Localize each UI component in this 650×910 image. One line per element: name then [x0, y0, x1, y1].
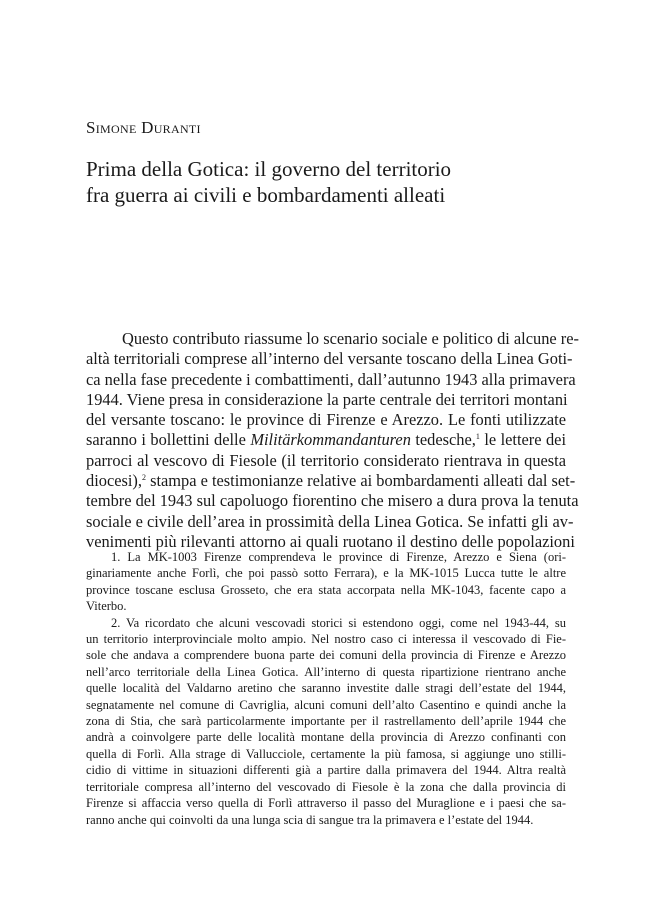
footnote-line: quella di Forlì. Alla strage di Vallucciole, certamente la più famosa, si aggiunge uno stilli- — [86, 746, 566, 761]
body-line: ca nella fase precedente i combattimenti, dall’autunno 1943 alla primavera — [86, 369, 576, 389]
footnote-line: un territorio interprovinciale molto ampio. Nel nostro caso ci interessa il vescovado di Fie- — [86, 632, 566, 647]
footnote-line: province toscane esclusa Grosseto, che era stata accorpata nella MK-1043, facente capo a — [86, 582, 566, 597]
footnote-line: andrà a coinvolgere parte delle località montane della provincia di Arezzo confinanti con — [86, 730, 566, 745]
body-paragraph — [86, 329, 579, 552]
footnotes — [86, 549, 566, 828]
footnote-line: 1. La MK-1003 Firenze comprendeva le province di Firenze, Arezzo e Siena (ori- — [111, 550, 566, 564]
body-line: parroci al vescovo di Fiesole (il territorio considerato rientrava in questa — [86, 450, 566, 470]
author-name: Simone Duranti — [86, 118, 201, 137]
body-line: sociale e civile dell’area in prossimità della Linea Gotica. Se infatti gli av- — [86, 511, 574, 531]
footnote-line: segnatamente nel comune di Cavriglia, alcuni comuni dell’alto Casentino e quindi anche la — [86, 697, 566, 712]
emphasized-term: Militärkommandanturen — [250, 430, 411, 450]
footnote-line: ginariamente anche Forlì, che poi passò sotto Ferrara), e la MK-1015 Lucca tutte le altre — [86, 566, 566, 581]
chapter-title-line: Prima della Gotica: il governo del territorio — [86, 157, 452, 181]
chapter-title-line: fra guerra ai civili e bombardamenti alleati — [86, 183, 446, 207]
footnote-ref-2[interactable]: 2 — [141, 473, 146, 483]
body-text-segment: diocesi), — [86, 471, 142, 491]
footnote-line: 2. Va ricordato che alcuni vescovadi storici si estendono oggi, come nel 1943-44, su — [111, 615, 566, 630]
footnote-ref-1[interactable]: 1 — [475, 432, 480, 442]
body-line: Questo contributo riassume lo scenario sociale e politico di alcune re- — [122, 329, 579, 348]
body-line: venimenti più rilevanti attorno ai quali ruotano il destino delle popolazioni — [86, 531, 575, 551]
footnote-line: quelle località del Valdarno aretino che saranno investite dalle stragi dell’estate del 1944, — [86, 681, 566, 696]
footnote-line: sole che andava a comprendere buona parte dei comuni della provincia di Firenze e Arezzo — [86, 648, 566, 663]
chapter-title — [86, 156, 566, 208]
footnote-line: Viterbo. — [86, 599, 127, 614]
body-text-segment: saranno i bollettini delle — [86, 430, 251, 450]
body-text-segment: le lettere dei — [479, 430, 566, 450]
body-line: 1944. Viene presa in considerazione la parte centrale dei territori montani — [86, 389, 568, 409]
body-line — [86, 430, 566, 450]
body-text-segment: stampa e testimonianze relative ai bombardamenti alleati dal set- — [145, 471, 576, 491]
body-line: altà territoriali comprese all’interno del versante toscano della Linea Goti- — [86, 349, 573, 369]
footnote-line: zona di Stia, che sarà particolarmente importante per il rastrellamento dell’aprile 1944 che — [86, 714, 566, 729]
footnote-2 — [86, 615, 566, 828]
body-line: del versante toscano: le province di Firenze e Arezzo. Le fonti utilizzate — [86, 410, 566, 430]
body-line — [86, 471, 576, 491]
footnote-line: Firenze si affaccia verso quella di Forlì attraverso il passo del Muraglione e i paesi che sa- — [86, 796, 566, 811]
footnote-1 — [86, 549, 566, 615]
footnote-line: nell’arco territoriale della Linea Gotica. All’interno di questa ripartizione rientrano anche — [86, 664, 566, 679]
footnote-line: territoriale compresa all’interno del vescovado di Fiesole è la zona che dalla provincia di — [86, 779, 566, 794]
body-line: tembre del 1943 sul capoluogo fiorentino che misero a dura prova la tenuta — [86, 491, 579, 511]
footnote-line: ranno anche qui coinvolti da una lunga scia di sangue tra la primavera e l’estate del 1944. — [86, 812, 534, 827]
body-text-segment: tedesche, — [410, 430, 476, 450]
footnote-line: cidio di vittime in situazioni differenti già a partire dalla primavera del 1944. Altra realtà — [86, 763, 566, 778]
